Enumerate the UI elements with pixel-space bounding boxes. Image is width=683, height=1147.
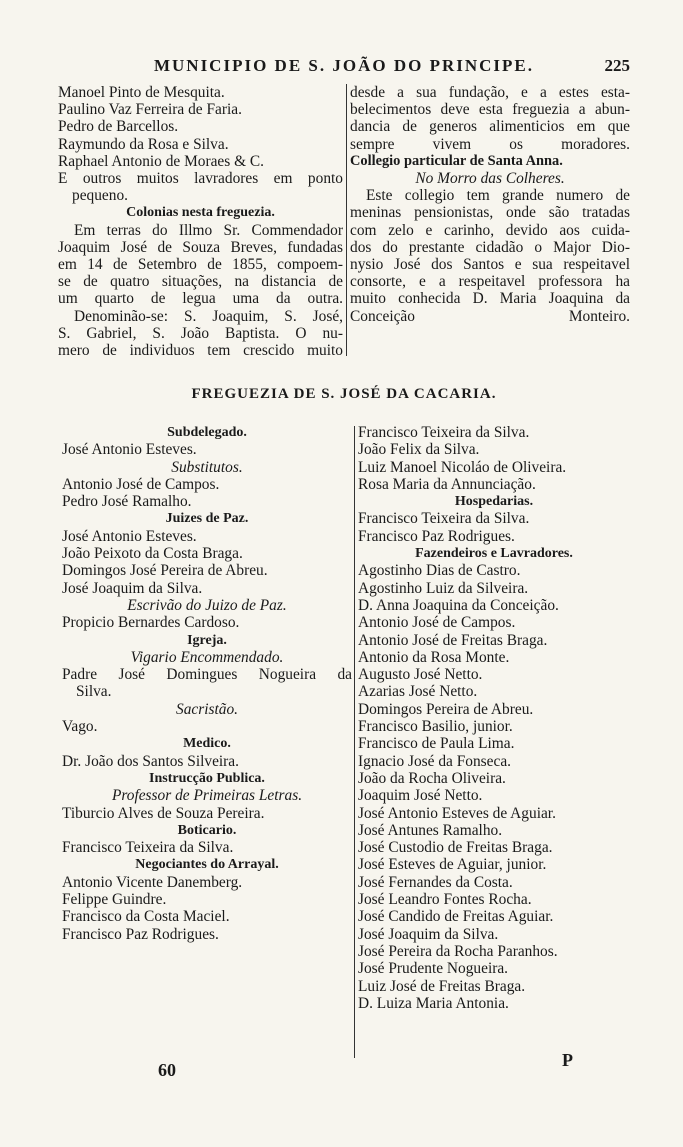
list-item: consorte, e a respeitavel professora ha (350, 273, 630, 291)
list-item: Azarias José Netto. (358, 683, 478, 701)
list-item: dancia de generos alimenticios em que (350, 118, 630, 136)
list-item: Joaquim José de Souza Breves, fundadas (58, 238, 343, 256)
medico-name: Dr. João dos Santos Silveira. (62, 752, 239, 770)
officials-column (62, 424, 352, 943)
list-item: Luiz José de Freitas Braga. (358, 977, 526, 995)
list-item: João Felix da Silva. (358, 441, 480, 459)
negociantes-cont-list (358, 424, 630, 493)
list-item: Domingos José Pereira de Abreu. (62, 562, 268, 580)
list-item: José Custodio de Freitas Braga. (358, 839, 553, 857)
list-item: Agostinho Dias de Castro. (358, 562, 521, 580)
list-item: José Fernandes da Costa. (358, 873, 513, 891)
tail-line: pequeno. (72, 187, 128, 205)
hospedarias-list (358, 510, 630, 545)
college-subheading: No Morro das Colheres. (415, 170, 565, 188)
list-item: S. Gabriel, S. João Baptista. O nu- (58, 324, 343, 342)
top-left-column (58, 84, 343, 359)
list-item: sempre vivem os moradores. (350, 135, 630, 153)
list-item: se de quatro situações, na distancia de (58, 273, 343, 291)
lavradores-list (58, 84, 343, 170)
list-item: D. Anna Joaquina da Conceição. (358, 596, 559, 614)
vigario-name-cont: Silva. (76, 683, 112, 701)
list-item: Raphael Antonio de Moraes & C. (58, 152, 265, 170)
list-item: José Esteves de Aguiar, junior. (358, 856, 547, 874)
college-text (350, 187, 630, 325)
list-item: Francisco Paz Rodrigues. (358, 527, 515, 545)
list-item: D. Luiza Maria Antonia. (358, 994, 509, 1012)
professor-name: Tiburcio Alves de Souza Pereira. (62, 804, 265, 822)
list-item: José Joaquim da Silva. (62, 579, 203, 597)
page-number: 225 (604, 56, 630, 75)
list-item: Antonio José de Campos. (358, 614, 516, 632)
college-heading: Collegio particular de Santa Anna. (350, 152, 563, 169)
escrivao-name: Propicio Bernardes Cardoso. (62, 614, 240, 632)
list-item: José Joaquim da Silva. (358, 925, 499, 943)
list-item: Antonio Vicente Danemberg. (62, 873, 243, 891)
list-item: Domingos Pereira de Abreu. (358, 700, 534, 718)
list-item: João da Rocha Oliveira. (358, 769, 506, 787)
list-item: Este collegio tem grande numero de (366, 187, 630, 205)
catchword: P (562, 1050, 573, 1070)
medico-heading: Medico. (183, 736, 231, 752)
list-item: Em terras do Illmo Sr. Commendador (74, 221, 343, 239)
list-item: um quarto de legua uma da outra. (58, 290, 343, 308)
sacristao-heading: Sacristão. (176, 700, 238, 718)
column-rule (354, 426, 355, 1058)
boticario-name: Francisco Teixeira da Silva. (62, 839, 234, 857)
list-item: dos do prestante cidadão o Major Dio- (350, 238, 630, 256)
list-item: desde a sua fundação, e a estes esta- (350, 84, 630, 101)
list-item: Antonio José de Freitas Braga. (358, 631, 548, 649)
substitutos-list (62, 476, 352, 511)
list-item: meninas pensionistas, onde são tratadas (350, 204, 630, 222)
list-item: Joaquim José Netto. (358, 787, 483, 805)
list-item: Francisco Paz Rodrigues. (62, 925, 219, 943)
escrivao-heading: Escrivão do Juizo de Paz. (127, 596, 287, 614)
column-rule (346, 84, 347, 356)
list-item: Francisco Basilio, junior. (358, 718, 513, 736)
list-item: José Prudente Nogueira. (358, 960, 509, 978)
list-item: José Candido de Freitas Aguiar. (358, 908, 554, 926)
list-item: em 14 de Setembro de 1855, compoem- (58, 256, 343, 274)
subdelegado-heading: Subdelegado. (167, 425, 247, 440)
list-item: Ignacio José da Fonseca. (358, 752, 512, 770)
list-item: José Leandro Fontes Rocha. (358, 891, 532, 909)
list-item: Paulino Vaz Ferreira de Faria. (58, 101, 242, 119)
list-item: José Pereira da Rocha Paranhos. (358, 942, 558, 960)
running-title: MUNICIPIO DE S. JOÃO DO PRINCIPE. (153, 56, 535, 75)
vigario-name: Padre José Domingues Nogueira da (62, 666, 352, 684)
list-item: Manoel Pinto de Mesquita. (58, 84, 225, 101)
list-item: Luiz Manoel Nicoláo de Oliveira. (358, 458, 567, 476)
juizes-heading: Juizes de Paz. (165, 511, 249, 527)
colonias-heading: Colonias nesta freguezia. (126, 205, 275, 221)
list-item: Antonio da Rosa Monte. (358, 648, 510, 666)
list-item: belecimentos deve esta freguezia a abun- (350, 101, 630, 119)
list-item: Antonio José de Campos. (62, 475, 220, 493)
list-item: Denominão-se: S. Joaquim, S. José, (74, 307, 343, 325)
list-item: com zelo e carinho, devido aos cuida- (350, 221, 630, 239)
negociantes-heading: Negociantes do Arrayal. (135, 857, 279, 873)
list-item: Rosa Maria da Annunciação. (358, 475, 536, 493)
tail-line: E outros muitos lavradores em ponto (58, 170, 343, 188)
list-item: nysio José dos Santos e sua respeitavel (350, 256, 630, 274)
list-item: Francisco Teixeira da Silva. (358, 510, 530, 528)
list-item: José Antonio Esteves de Aguiar. (358, 804, 556, 822)
hospedarias-heading: Hospedarias. (454, 494, 534, 510)
list-item: Felippe Guindre. (62, 891, 167, 909)
list-item: Augusto José Netto. (358, 666, 483, 684)
list-item: Raymundo da Rosa e Silva. (58, 135, 229, 153)
negociantes-list (62, 874, 352, 943)
instrucao-heading: Instrucção Publica. (149, 770, 265, 786)
subdelegado-name: José Antonio Esteves. (62, 441, 197, 459)
signature-mark: 60 (158, 1060, 176, 1080)
section-title: FREGUEZIA DE S. JOSÉ DA CACARIA. (191, 386, 497, 402)
list-item: Francisco da Costa Maciel. (62, 908, 230, 926)
list-item: Pedro José Ramalho. (62, 493, 192, 511)
professor-heading: Professor de Primeiras Letras. (111, 787, 303, 805)
top-right-column (350, 84, 630, 325)
list-item: Agostinho Luiz da Silveira. (358, 579, 529, 597)
list-item: Francisco Teixeira da Silva. (358, 424, 530, 441)
list-item: Francisco de Paula Lima. (358, 735, 515, 753)
list-item: João Peixoto da Costa Braga. (62, 545, 243, 563)
list-item: Pedro de Barcellos. (58, 118, 179, 136)
fazendeiros-heading: Fazendeiros e Lavradores. (415, 546, 573, 562)
fundacao-text (350, 84, 630, 153)
substitutos-heading: Substitutos. (171, 458, 243, 476)
colonias-text (58, 222, 343, 360)
vigario-heading: Vigario Encommendado. (130, 648, 284, 666)
juizes-list (62, 528, 352, 597)
list-item: Conceição Monteiro. (350, 307, 630, 325)
list-item: José Antunes Ramalho. (358, 821, 503, 839)
list-item: mero de individuos tem crescido muito (58, 342, 343, 360)
running-header (58, 56, 630, 78)
boticario-heading: Boticario. (177, 822, 237, 838)
residents-column (358, 424, 630, 1012)
fazendeiros-list (358, 562, 630, 1012)
list-item: José Antonio Esteves. (62, 527, 197, 545)
sacristao-name: Vago. (62, 718, 98, 736)
list-item: muito conhecida D. Maria Joaquina da (350, 290, 630, 308)
igreja-heading: Igreja. (187, 632, 227, 648)
